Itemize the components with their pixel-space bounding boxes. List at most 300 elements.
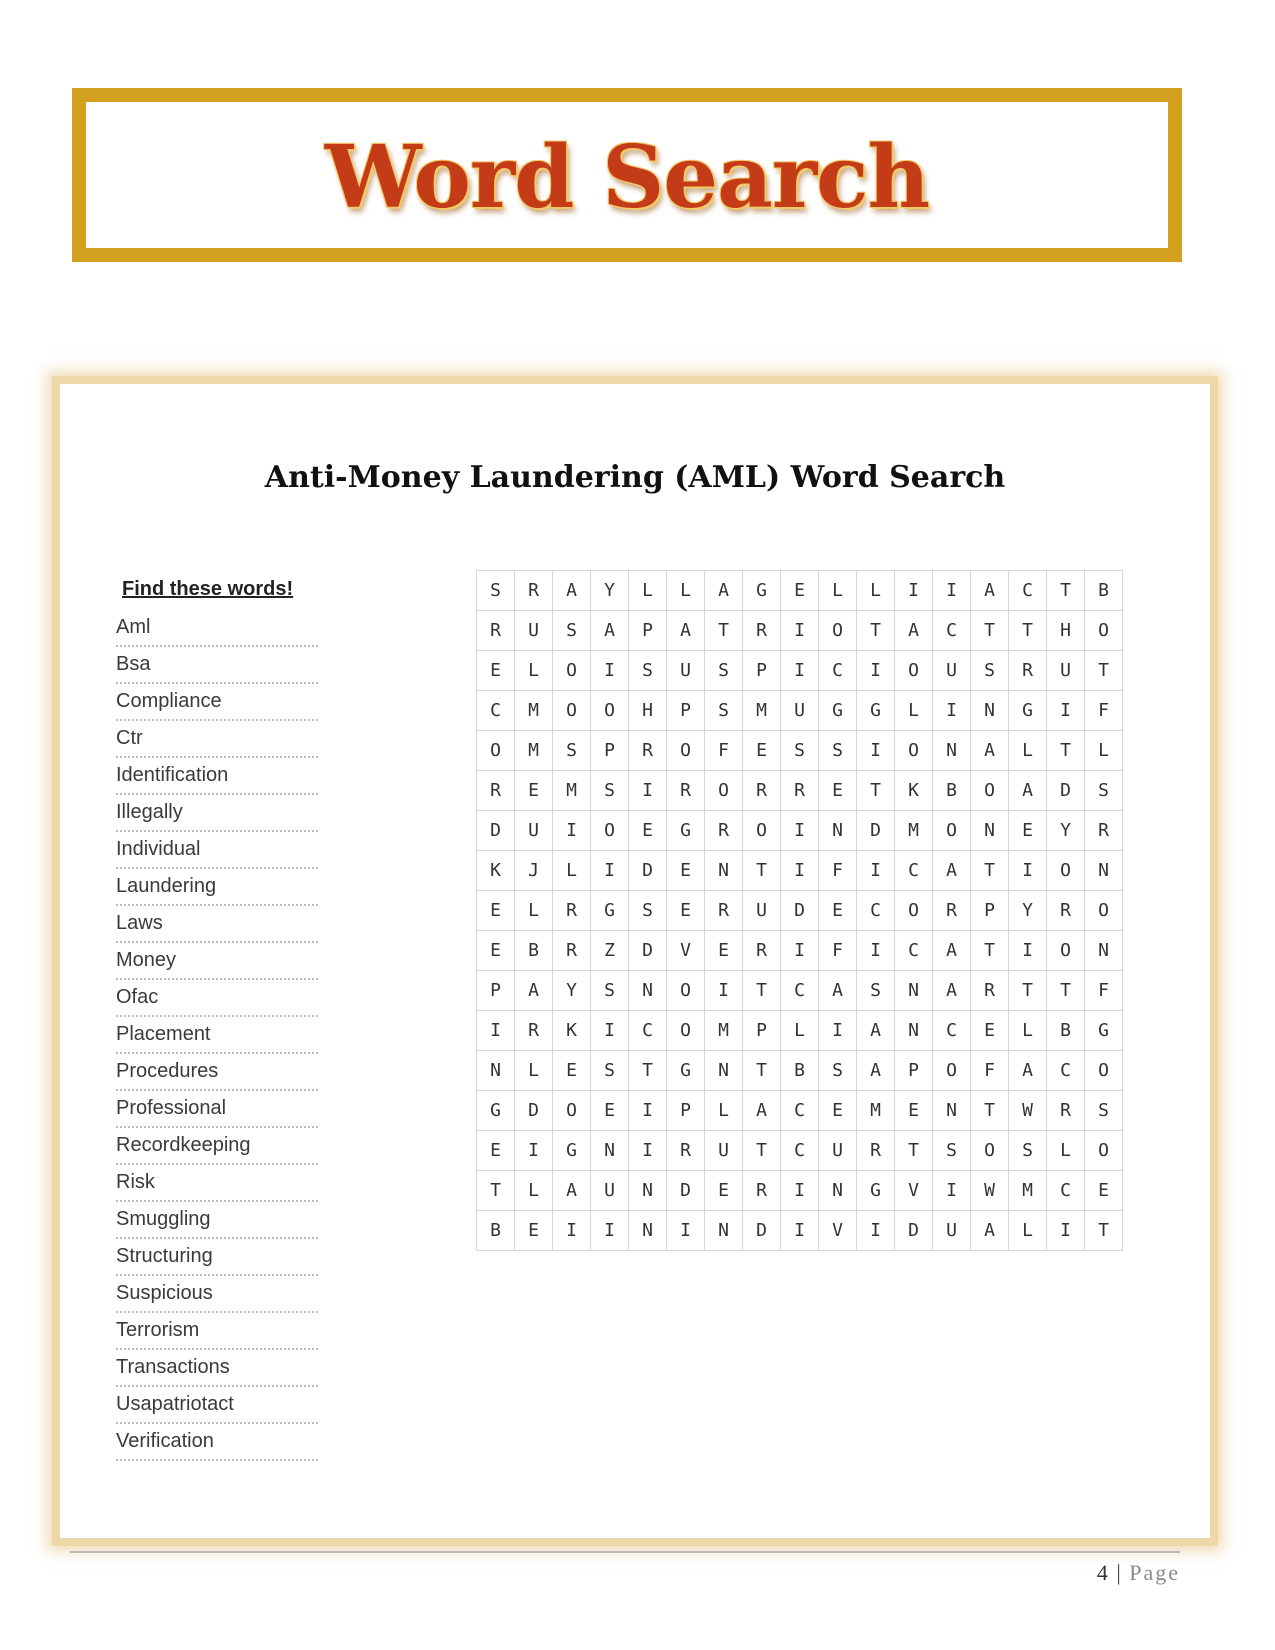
grid-cell[interactable]: O — [971, 1131, 1009, 1171]
grid-cell[interactable]: I — [629, 1131, 667, 1171]
grid-cell[interactable]: M — [705, 1011, 743, 1051]
grid-cell[interactable]: T — [1047, 971, 1085, 1011]
grid-cell[interactable]: V — [895, 1171, 933, 1211]
grid-cell[interactable]: I — [781, 851, 819, 891]
grid-cell[interactable]: I — [857, 851, 895, 891]
grid-cell[interactable]: A — [895, 611, 933, 651]
grid-cell[interactable]: C — [1047, 1051, 1085, 1091]
grid-cell[interactable]: S — [553, 731, 591, 771]
grid-cell[interactable]: C — [1047, 1171, 1085, 1211]
grid-cell[interactable]: I — [933, 571, 971, 611]
grid-cell[interactable]: O — [819, 611, 857, 651]
grid-cell[interactable]: D — [743, 1211, 781, 1251]
grid-cell[interactable]: S — [781, 731, 819, 771]
grid-cell[interactable]: I — [857, 931, 895, 971]
grid-cell[interactable]: R — [629, 731, 667, 771]
grid-cell[interactable]: B — [781, 1051, 819, 1091]
grid-cell[interactable]: I — [895, 571, 933, 611]
word-list-items — [116, 610, 318, 1461]
grid-cell[interactable]: I — [591, 1011, 629, 1051]
grid-cell[interactable]: R — [553, 891, 591, 931]
grid-cell[interactable]: U — [1047, 651, 1085, 691]
grid-cell[interactable]: R — [781, 771, 819, 811]
grid-cell[interactable]: E — [477, 931, 515, 971]
grid-cell[interactable]: U — [515, 611, 553, 651]
grid-cell[interactable]: C — [477, 691, 515, 731]
grid-cell[interactable]: S — [591, 1051, 629, 1091]
grid-cell[interactable]: O — [705, 771, 743, 811]
grid-cell[interactable]: E — [819, 891, 857, 931]
grid-cell[interactable]: N — [705, 1211, 743, 1251]
grid-cell[interactable]: S — [819, 731, 857, 771]
page-number-label — [1097, 1560, 1180, 1586]
grid-cell[interactable]: T — [743, 971, 781, 1011]
grid-cell[interactable]: M — [743, 691, 781, 731]
grid-cell[interactable]: I — [629, 1091, 667, 1131]
grid-cell[interactable]: U — [591, 1171, 629, 1211]
grid-cell[interactable]: R — [667, 771, 705, 811]
grid-cell[interactable]: I — [1009, 851, 1047, 891]
grid-cell[interactable]: O — [1085, 891, 1123, 931]
grid-cell[interactable]: T — [857, 611, 895, 651]
grid-cell[interactable]: T — [629, 1051, 667, 1091]
grid-cell[interactable]: E — [819, 771, 857, 811]
grid-cell[interactable]: N — [705, 1051, 743, 1091]
grid-cell[interactable]: C — [629, 1011, 667, 1051]
grid-cell[interactable]: P — [629, 611, 667, 651]
title-banner — [72, 88, 1182, 262]
grid-cell[interactable]: N — [629, 971, 667, 1011]
grid-cell[interactable]: R — [705, 811, 743, 851]
grid-cell[interactable]: P — [743, 1011, 781, 1051]
grid-cell[interactable]: C — [895, 931, 933, 971]
grid-cell[interactable]: E — [515, 771, 553, 811]
grid-row — [477, 731, 1123, 771]
grid-cell[interactable]: K — [553, 1011, 591, 1051]
grid-cell[interactable]: A — [553, 1171, 591, 1211]
grid-cell[interactable]: M — [515, 731, 553, 771]
grid-cell[interactable]: U — [705, 1131, 743, 1171]
grid-cell[interactable]: L — [1085, 731, 1123, 771]
grid-cell[interactable]: R — [971, 971, 1009, 1011]
grid-cell[interactable]: E — [553, 1051, 591, 1091]
grid-cell[interactable]: O — [1047, 851, 1085, 891]
grid-cell[interactable]: E — [477, 891, 515, 931]
grid-cell[interactable]: O — [971, 771, 1009, 811]
grid-cell[interactable]: R — [1085, 811, 1123, 851]
grid-cell[interactable]: E — [667, 891, 705, 931]
grid-cell[interactable]: C — [933, 1011, 971, 1051]
grid-cell[interactable]: T — [857, 771, 895, 811]
grid-cell[interactable]: C — [933, 611, 971, 651]
grid-cell[interactable]: G — [819, 691, 857, 731]
grid-cell[interactable]: K — [895, 771, 933, 811]
grid-cell[interactable]: S — [629, 651, 667, 691]
grid-cell[interactable]: L — [781, 1011, 819, 1051]
grid-cell[interactable]: U — [933, 651, 971, 691]
grid-cell[interactable]: A — [971, 1211, 1009, 1251]
grid-cell[interactable]: O — [895, 731, 933, 771]
grid-cell[interactable]: O — [1047, 931, 1085, 971]
grid-cell[interactable]: A — [857, 1051, 895, 1091]
grid-cell[interactable]: D — [1047, 771, 1085, 811]
grid-cell[interactable]: T — [971, 611, 1009, 651]
grid-cell[interactable]: N — [895, 971, 933, 1011]
grid-cell[interactable]: M — [895, 811, 933, 851]
grid-cell[interactable]: A — [933, 851, 971, 891]
grid-cell[interactable]: P — [591, 731, 629, 771]
grid-cell[interactable]: Y — [591, 571, 629, 611]
grid-cell[interactable]: N — [705, 851, 743, 891]
grid-cell[interactable]: P — [667, 691, 705, 731]
grid-cell[interactable]: U — [743, 891, 781, 931]
grid-cell[interactable]: N — [971, 811, 1009, 851]
grid-cell[interactable]: G — [1085, 1011, 1123, 1051]
grid-cell[interactable]: A — [705, 571, 743, 611]
grid-cell[interactable]: R — [743, 611, 781, 651]
grid-cell[interactable]: D — [781, 891, 819, 931]
grid-cell[interactable]: N — [1085, 851, 1123, 891]
grid-cell[interactable]: S — [553, 611, 591, 651]
grid-cell[interactable]: N — [1085, 931, 1123, 971]
grid-cell[interactable]: G — [667, 811, 705, 851]
grid-cell[interactable]: R — [515, 1011, 553, 1051]
grid-cell[interactable]: D — [667, 1171, 705, 1211]
grid-cell[interactable]: I — [477, 1011, 515, 1051]
grid-cell[interactable]: A — [743, 1091, 781, 1131]
grid-cell[interactable]: D — [515, 1091, 553, 1131]
grid-cell[interactable]: I — [591, 651, 629, 691]
grid-cell[interactable]: I — [629, 771, 667, 811]
grid-cell[interactable]: B — [477, 1211, 515, 1251]
grid-cell[interactable]: L — [819, 571, 857, 611]
grid-cell[interactable]: O — [1085, 611, 1123, 651]
grid-cell[interactable]: F — [971, 1051, 1009, 1091]
grid-cell[interactable]: S — [857, 971, 895, 1011]
grid-cell[interactable]: L — [705, 1091, 743, 1131]
grid-cell[interactable]: L — [553, 851, 591, 891]
grid-cell[interactable]: F — [705, 731, 743, 771]
grid-cell[interactable]: F — [1085, 971, 1123, 1011]
grid-cell[interactable]: F — [819, 931, 857, 971]
grid-cell[interactable]: A — [667, 611, 705, 651]
grid-cell[interactable]: O — [553, 691, 591, 731]
grid-cell[interactable]: E — [705, 1171, 743, 1211]
grid-cell[interactable]: R — [553, 931, 591, 971]
grid-cell[interactable]: D — [629, 851, 667, 891]
grid-cell[interactable]: S — [591, 971, 629, 1011]
grid-cell[interactable]: T — [1009, 971, 1047, 1011]
grid-cell[interactable]: U — [933, 1211, 971, 1251]
grid-cell[interactable]: I — [1047, 691, 1085, 731]
grid-cell[interactable]: I — [933, 691, 971, 731]
grid-cell[interactable]: S — [971, 651, 1009, 691]
grid-row — [477, 971, 1123, 1011]
grid-cell[interactable]: U — [667, 651, 705, 691]
grid-cell[interactable]: R — [667, 1131, 705, 1171]
grid-cell[interactable]: L — [515, 651, 553, 691]
grid-cell[interactable]: V — [667, 931, 705, 971]
grid-cell[interactable]: E — [743, 731, 781, 771]
grid-cell[interactable]: A — [1009, 1051, 1047, 1091]
word-list-item: Recordkeeping — [116, 1128, 318, 1165]
grid-cell[interactable]: D — [629, 931, 667, 971]
grid-cell[interactable]: E — [971, 1011, 1009, 1051]
grid-cell[interactable]: I — [591, 1211, 629, 1251]
grid-cell[interactable]: T — [1085, 1211, 1123, 1251]
grid-cell[interactable]: G — [743, 571, 781, 611]
grid-cell[interactable]: S — [933, 1131, 971, 1171]
grid-cell[interactable]: E — [477, 651, 515, 691]
grid-cell[interactable]: T — [971, 931, 1009, 971]
grid-cell[interactable]: C — [781, 1131, 819, 1171]
grid-cell[interactable]: U — [819, 1131, 857, 1171]
grid-cell[interactable]: T — [705, 611, 743, 651]
grid-cell[interactable]: A — [591, 611, 629, 651]
grid-cell[interactable]: L — [629, 571, 667, 611]
grid-cell[interactable]: M — [553, 771, 591, 811]
grid-cell[interactable]: T — [971, 851, 1009, 891]
grid-cell[interactable]: E — [515, 1211, 553, 1251]
grid-cell[interactable]: O — [667, 971, 705, 1011]
grid-cell[interactable]: U — [781, 691, 819, 731]
grid-cell[interactable]: I — [1009, 931, 1047, 971]
grid-cell[interactable]: I — [819, 1011, 857, 1051]
grid-cell[interactable]: R — [1047, 1091, 1085, 1131]
grid-cell[interactable]: L — [515, 1051, 553, 1091]
grid-cell[interactable]: C — [857, 891, 895, 931]
grid-cell[interactable]: L — [895, 691, 933, 731]
page-word: Page — [1129, 1560, 1180, 1585]
grid-cell[interactable]: A — [933, 931, 971, 971]
grid-cell[interactable]: N — [629, 1171, 667, 1211]
grid-cell[interactable]: E — [895, 1091, 933, 1131]
grid-cell[interactable]: C — [781, 1091, 819, 1131]
grid-cell[interactable]: T — [477, 1171, 515, 1211]
grid-cell[interactable]: G — [857, 1171, 895, 1211]
grid-cell[interactable]: I — [781, 1171, 819, 1211]
grid-cell[interactable]: G — [591, 891, 629, 931]
grid-cell[interactable]: A — [553, 571, 591, 611]
grid-cell[interactable]: A — [819, 971, 857, 1011]
grid-cell[interactable]: E — [629, 811, 667, 851]
grid-cell[interactable]: B — [1047, 1011, 1085, 1051]
grid-cell[interactable]: L — [1047, 1131, 1085, 1171]
grid-cell[interactable]: T — [1047, 571, 1085, 611]
grid-cell[interactable]: I — [781, 611, 819, 651]
grid-cell[interactable]: I — [553, 1211, 591, 1251]
grid-cell[interactable]: T — [743, 1131, 781, 1171]
grid-cell[interactable]: A — [971, 731, 1009, 771]
grid-cell[interactable]: O — [933, 811, 971, 851]
grid-cell[interactable]: S — [477, 571, 515, 611]
grid-cell[interactable]: N — [933, 1091, 971, 1131]
grid-cell[interactable]: H — [629, 691, 667, 731]
grid-cell[interactable]: O — [667, 1011, 705, 1051]
grid-cell[interactable]: I — [857, 1211, 895, 1251]
grid-cell[interactable]: R — [1047, 891, 1085, 931]
grid-cell[interactable]: T — [1047, 731, 1085, 771]
grid-cell[interactable]: C — [819, 651, 857, 691]
grid-cell[interactable]: R — [1009, 651, 1047, 691]
grid-cell[interactable]: A — [857, 1011, 895, 1051]
grid-cell[interactable]: L — [515, 1171, 553, 1211]
grid-cell[interactable]: O — [553, 1091, 591, 1131]
grid-cell[interactable]: U — [515, 811, 553, 851]
grid-cell[interactable]: M — [1009, 1171, 1047, 1211]
grid-cell[interactable]: E — [781, 571, 819, 611]
grid-cell[interactable]: P — [477, 971, 515, 1011]
grid-cell[interactable]: E — [1009, 811, 1047, 851]
grid-cell[interactable]: N — [971, 691, 1009, 731]
grid-cell[interactable]: N — [895, 1011, 933, 1051]
grid-cell[interactable]: Y — [1047, 811, 1085, 851]
grid-cell[interactable]: N — [819, 811, 857, 851]
grid-cell[interactable]: B — [1085, 571, 1123, 611]
grid-cell[interactable]: H — [1047, 611, 1085, 651]
grid-cell[interactable]: R — [705, 891, 743, 931]
grid-cell[interactable]: P — [743, 651, 781, 691]
grid-cell[interactable]: I — [1047, 1211, 1085, 1251]
grid-cell[interactable]: L — [667, 571, 705, 611]
grid-cell[interactable]: R — [743, 931, 781, 971]
grid-cell[interactable]: G — [857, 691, 895, 731]
grid-cell[interactable]: O — [743, 811, 781, 851]
grid-cell[interactable]: Z — [591, 931, 629, 971]
grid-cell[interactable]: N — [819, 1171, 857, 1211]
grid-row — [477, 691, 1123, 731]
grid-cell[interactable]: V — [819, 1211, 857, 1251]
grid-cell[interactable]: A — [971, 571, 1009, 611]
grid-cell[interactable]: B — [933, 771, 971, 811]
grid-cell[interactable]: B — [515, 931, 553, 971]
grid-cell[interactable]: M — [515, 691, 553, 731]
grid-cell[interactable]: O — [553, 651, 591, 691]
grid-cell[interactable]: W — [971, 1171, 1009, 1211]
grid-cell[interactable]: S — [1085, 771, 1123, 811]
grid-cell[interactable]: D — [857, 811, 895, 851]
grid-cell[interactable]: O — [895, 891, 933, 931]
grid-cell[interactable]: D — [895, 1211, 933, 1251]
grid-cell[interactable]: S — [819, 1051, 857, 1091]
grid-cell[interactable]: N — [591, 1131, 629, 1171]
grid-cell[interactable]: E — [477, 1131, 515, 1171]
grid-cell[interactable]: N — [933, 731, 971, 771]
grid-cell[interactable]: T — [1009, 611, 1047, 651]
grid-cell[interactable]: S — [1085, 1091, 1123, 1131]
grid-cell[interactable]: T — [1085, 651, 1123, 691]
grid-cell[interactable]: K — [477, 851, 515, 891]
grid-cell[interactable]: E — [819, 1091, 857, 1131]
grid-cell[interactable]: O — [477, 731, 515, 771]
grid-cell[interactable]: Y — [1009, 891, 1047, 931]
grid-cell[interactable]: G — [553, 1131, 591, 1171]
grid-cell[interactable]: O — [591, 811, 629, 851]
grid-cell[interactable]: T — [743, 851, 781, 891]
grid-cell[interactable]: R — [477, 611, 515, 651]
grid-cell[interactable]: I — [857, 731, 895, 771]
grid-cell[interactable]: R — [743, 1171, 781, 1211]
grid-cell[interactable]: R — [857, 1131, 895, 1171]
word-list-item: Aml — [116, 610, 318, 647]
grid-cell[interactable]: A — [515, 971, 553, 1011]
grid-cell[interactable]: L — [857, 571, 895, 611]
grid-cell[interactable]: I — [781, 651, 819, 691]
grid-cell[interactable]: O — [667, 731, 705, 771]
grid-cell[interactable]: G — [667, 1051, 705, 1091]
grid-cell[interactable]: O — [895, 651, 933, 691]
grid-cell[interactable]: C — [1009, 571, 1047, 611]
grid-cell[interactable]: I — [781, 931, 819, 971]
grid-cell[interactable]: L — [1009, 1211, 1047, 1251]
puzzle-card — [52, 376, 1218, 1546]
grid-cell[interactable]: I — [781, 1211, 819, 1251]
grid-cell[interactable]: P — [971, 891, 1009, 931]
grid-cell[interactable]: P — [667, 1091, 705, 1131]
grid-cell[interactable]: E — [705, 931, 743, 971]
grid-cell[interactable]: J — [515, 851, 553, 891]
grid-cell[interactable]: M — [857, 1091, 895, 1131]
grid-cell[interactable]: O — [1085, 1131, 1123, 1171]
grid-cell[interactable]: P — [895, 1051, 933, 1091]
grid-cell[interactable]: L — [1009, 731, 1047, 771]
grid-cell[interactable]: L — [515, 891, 553, 931]
grid-cell[interactable]: R — [477, 771, 515, 811]
grid-cell[interactable]: I — [515, 1131, 553, 1171]
grid-cell[interactable]: L — [1009, 1011, 1047, 1051]
grid-cell[interactable]: I — [667, 1211, 705, 1251]
grid-cell[interactable]: G — [1009, 691, 1047, 731]
grid-cell[interactable]: E — [591, 1091, 629, 1131]
grid-cell[interactable]: O — [591, 691, 629, 731]
grid-cell[interactable]: S — [629, 891, 667, 931]
grid-cell[interactable]: S — [705, 691, 743, 731]
grid-cell[interactable]: Y — [553, 971, 591, 1011]
grid-cell[interactable]: E — [1085, 1171, 1123, 1211]
grid-cell[interactable]: C — [781, 971, 819, 1011]
grid-cell[interactable]: S — [705, 651, 743, 691]
grid-cell[interactable]: G — [477, 1091, 515, 1131]
grid-cell[interactable]: R — [743, 771, 781, 811]
grid-cell[interactable]: A — [1009, 771, 1047, 811]
grid-cell[interactable]: W — [1009, 1091, 1047, 1131]
grid-cell[interactable]: I — [933, 1171, 971, 1211]
grid-cell[interactable]: I — [705, 971, 743, 1011]
grid-cell[interactable]: A — [933, 971, 971, 1011]
grid-cell[interactable]: I — [591, 851, 629, 891]
grid-cell[interactable]: I — [781, 811, 819, 851]
grid-cell[interactable]: R — [515, 571, 553, 611]
grid-cell[interactable]: N — [477, 1051, 515, 1091]
word-list-item: Smuggling — [116, 1202, 318, 1239]
grid-cell[interactable]: E — [667, 851, 705, 891]
grid-cell[interactable]: C — [895, 851, 933, 891]
grid-cell[interactable]: I — [553, 811, 591, 851]
grid-cell[interactable]: S — [1009, 1131, 1047, 1171]
grid-cell[interactable]: O — [933, 1051, 971, 1091]
grid-cell[interactable]: R — [933, 891, 971, 931]
grid-cell[interactable]: F — [819, 851, 857, 891]
grid-cell[interactable]: S — [591, 771, 629, 811]
grid-cell[interactable]: T — [895, 1131, 933, 1171]
grid-cell[interactable]: T — [971, 1091, 1009, 1131]
grid-cell[interactable]: I — [857, 651, 895, 691]
grid-cell[interactable]: D — [477, 811, 515, 851]
grid-cell[interactable]: O — [1085, 1051, 1123, 1091]
grid-cell[interactable]: T — [743, 1051, 781, 1091]
grid-cell[interactable]: N — [629, 1211, 667, 1251]
grid-cell[interactable]: F — [1085, 691, 1123, 731]
